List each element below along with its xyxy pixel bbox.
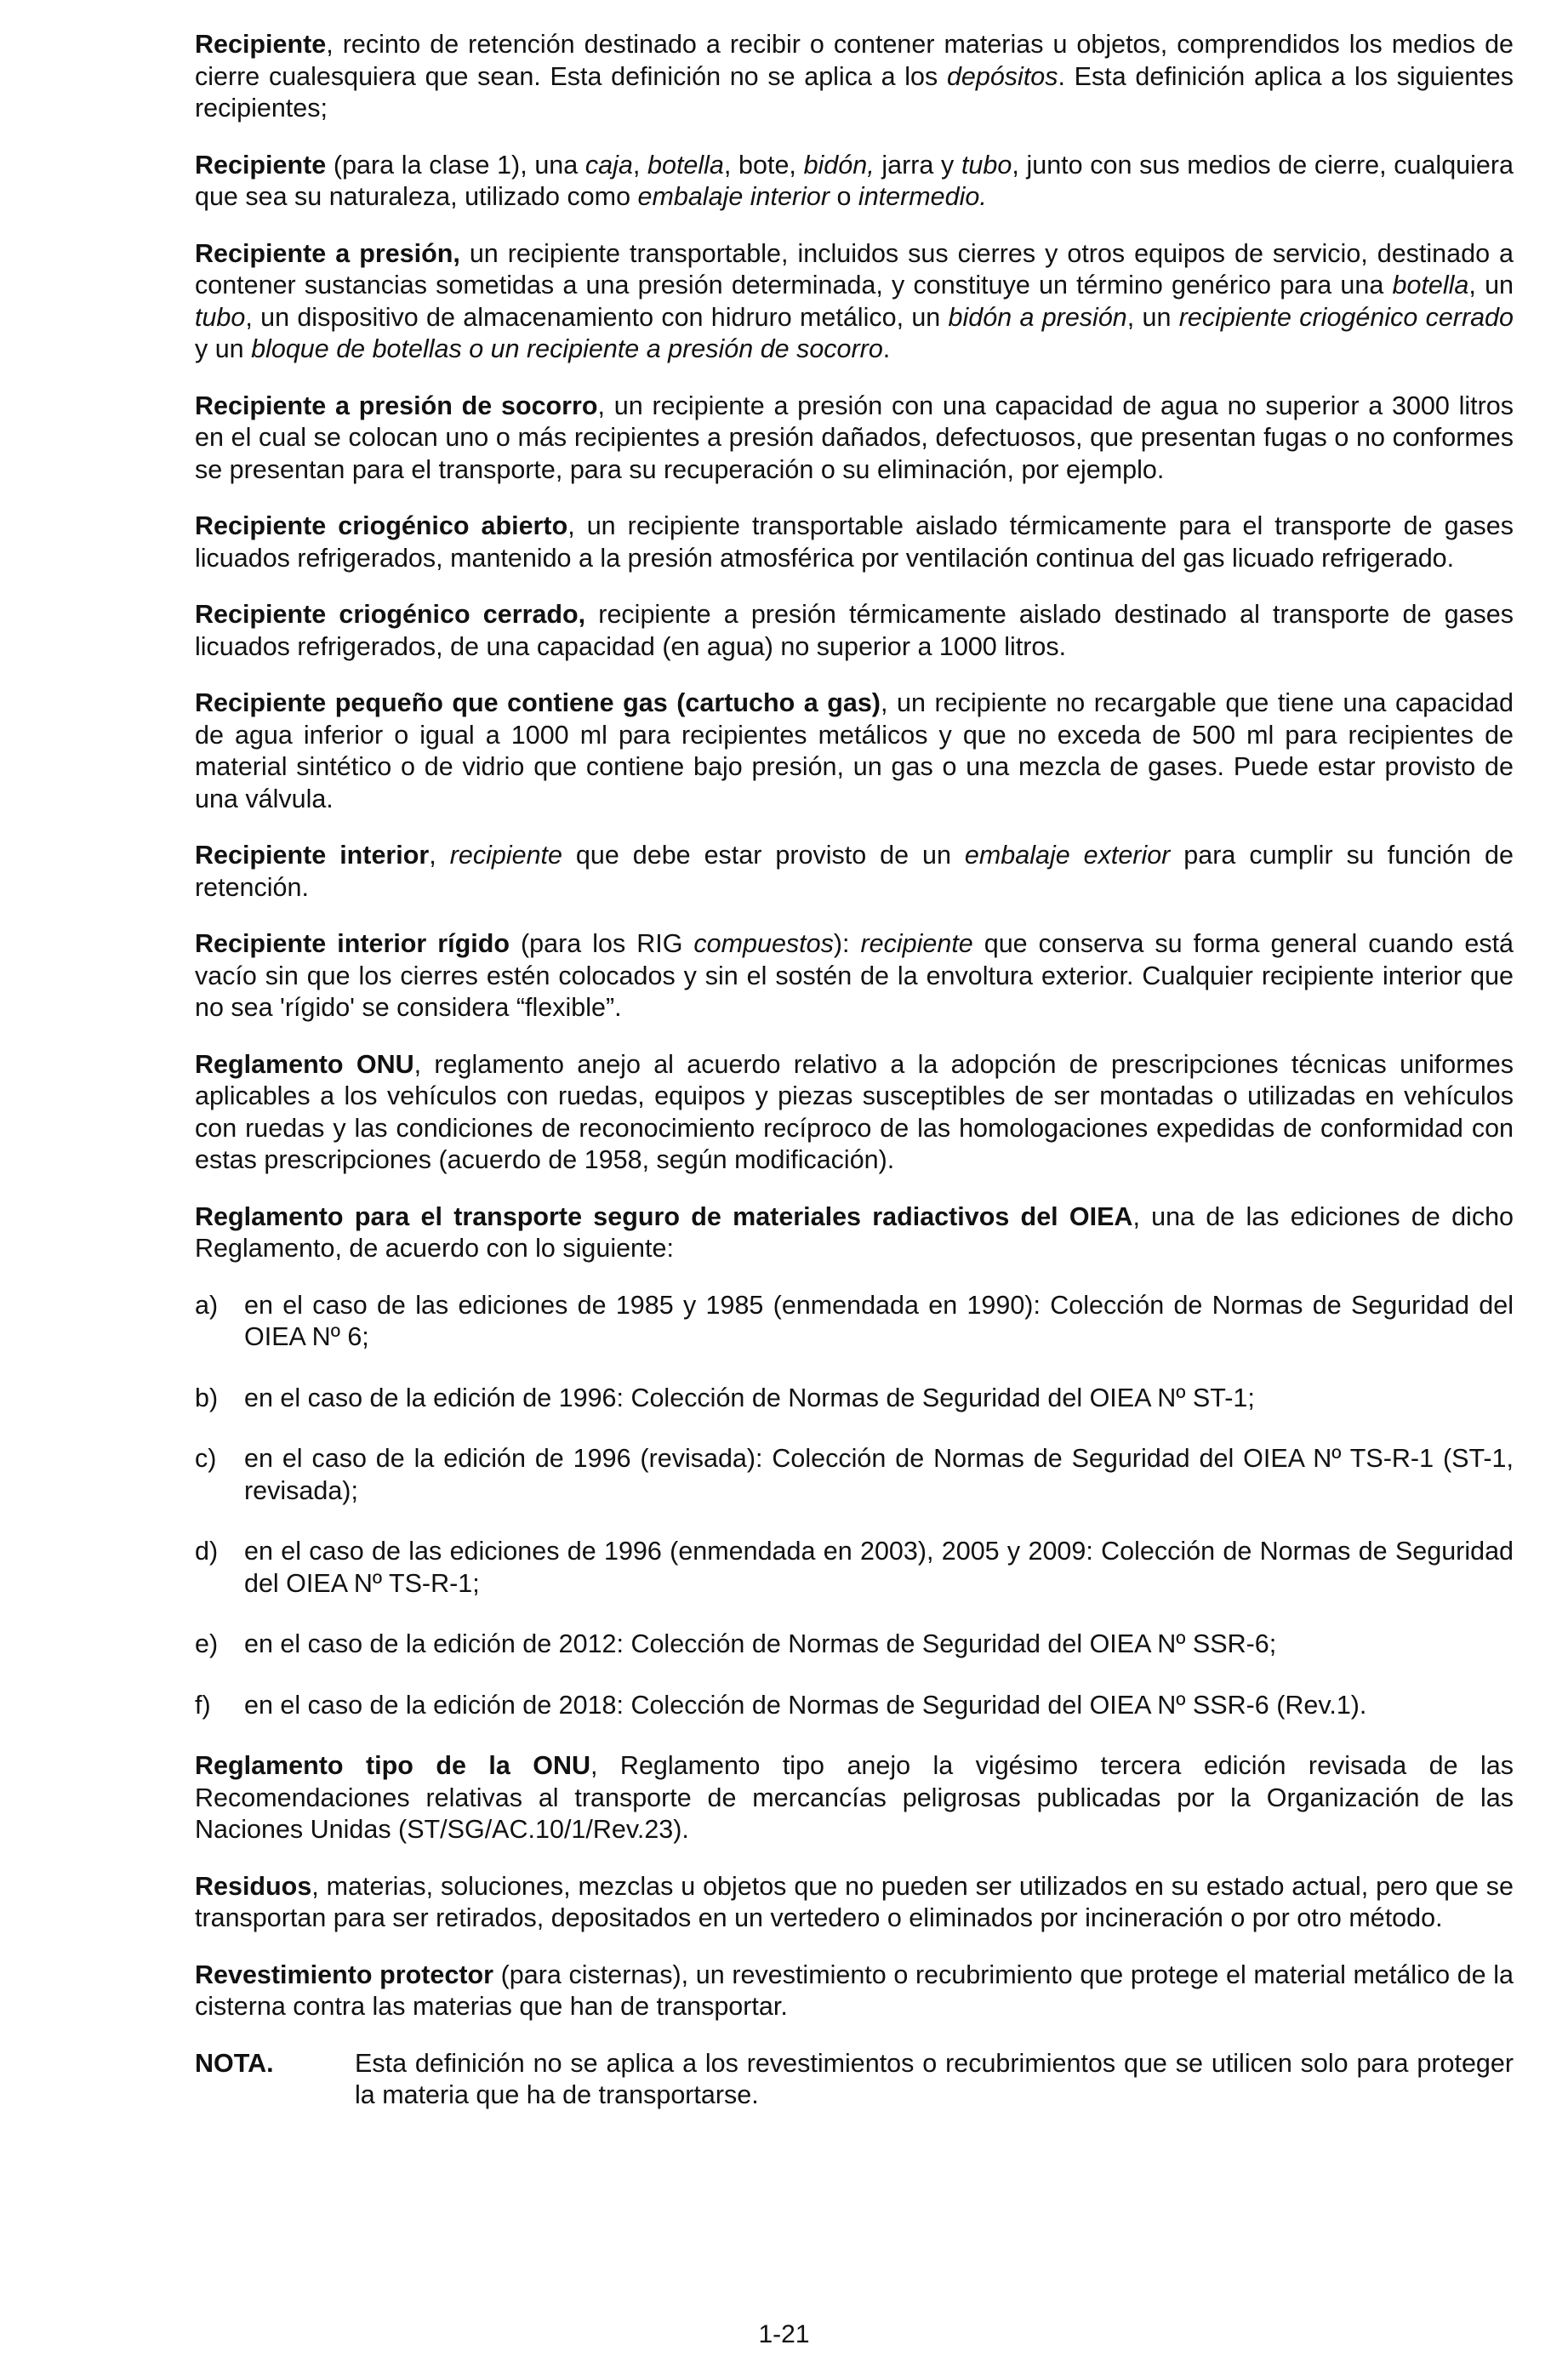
definition-paragraph (195, 1201, 1514, 1265)
definition-entry (195, 150, 1514, 214)
italic-term: tubo (195, 302, 246, 332)
definition-list (195, 29, 1514, 1265)
list-item-text: en el caso de las ediciones de 1985 y 1985 (enmendada en 1990): Colección de Normas de Seguridad del OIEA Nº 6; (244, 1290, 1514, 1351)
definition-entry (195, 391, 1514, 487)
definition-text: que conserva su forma general cuando está vacío sin que los cierres estén colocados y sin el sostén de la envoltura exterior. Cualquier recipiente interior que no sea 'rígido' se considera “flexible”. (195, 929, 1514, 1022)
definition-text: y un (195, 334, 252, 363)
italic-term: botella (647, 150, 724, 180)
definition-text: , un recipiente no recargable que tiene una capacidad de agua inferior o igual a 1000 ml para recipientes metálicos y que no exceda de 500 ml para recipientes de material sintético o de vidrio que contiene bajo presión, un gas o una mezcla de gases. Puede estar provisto de una válvula. (195, 688, 1514, 813)
list-marker: d) (195, 1537, 219, 1566)
definition-text: , (429, 841, 450, 870)
defined-term: Recipiente a presión, (195, 238, 460, 268)
defined-term: Recipiente interior (195, 841, 430, 870)
definition-text: , recinto de retención destinado a recibir o contener materias u objetos, comprendidos los medios de cierre cualesquiera que sean. Esta definición no se aplica a los (195, 30, 1514, 91)
definition-entry (195, 687, 1514, 815)
italic-term: caja (584, 150, 633, 180)
definition-text: , una de las ediciones de dicho Reglamento, de acuerdo con lo siguiente: (195, 1201, 1514, 1263)
list-item (195, 1290, 1514, 1354)
defined-term: Recipiente pequeño que contiene gas (cartucho a gas) (195, 688, 881, 717)
definition-paragraph (195, 391, 1514, 487)
definition-entry (195, 1201, 1514, 1265)
definition-paragraph (195, 511, 1514, 574)
definition-entry (195, 29, 1514, 125)
definition-text: . (882, 334, 891, 363)
italic-term: bidón, (803, 150, 875, 180)
definition-text: , bote, (723, 150, 804, 180)
defined-term: Recipiente criogénico cerrado, (195, 600, 586, 629)
definition-paragraph (195, 1871, 1514, 1935)
defined-term: Recipiente (195, 30, 327, 59)
list-item-text: en el caso de la edición de 1996 (revisada): Colección de Normas de Seguridad del OIEA Nº TS-R-1 (ST-1, revisada); (244, 1444, 1514, 1505)
italic-term: intermedio. (858, 182, 987, 211)
definition-text: , un (1468, 271, 1514, 300)
definition-text: (para cisternas), un revestimiento o recubrimiento que protege el material metálico de la cisterna contra las materias que han de transportar. (195, 1960, 1514, 2021)
definition-paragraph (195, 238, 1514, 366)
defined-term: Recipiente (195, 150, 327, 180)
definition-text: , Reglamento tipo anejo la vigésimo tercera edición revisada de las Recomendaciones relativas al transporte de mercancías peligrosas publicadas por la Organización de las Naciones Unidas (ST/SG/AC.10/1/Rev.23). (195, 1751, 1514, 1844)
definition-entry (195, 1049, 1514, 1177)
definition-text: jarra y (874, 150, 961, 180)
definition-text: , un dispositivo de almacenamiento con hidruro metálico, un (245, 302, 949, 332)
definition-text: recipiente a presión térmicamente aislado destinado al transporte de gases licuados refrigerados, de una capacidad (en agua) no superior a 1000 litros. (195, 600, 1514, 661)
definition-text: , (632, 150, 648, 180)
definition-paragraph (195, 1049, 1514, 1177)
definition-paragraph (195, 928, 1514, 1024)
italic-term: recipiente (860, 929, 973, 958)
italic-term: compuestos (693, 929, 834, 958)
list-marker: c) (195, 1444, 217, 1473)
definition-entry (195, 599, 1514, 663)
defined-term: Revestimiento protector (195, 1960, 493, 1989)
definition-text: . Esta definición aplica a los siguientes recipientes; (195, 61, 1514, 123)
defined-term: Residuos (195, 1871, 312, 1901)
definition-text: , reglamento anejo al acuerdo relativo a la adopción de prescripciones técnicas uniformes aplicables a los vehículos con ruedas, equipos y piezas susceptibles de ser montadas o utilizadas en vehículos con ruedas y las condiciones de reconocimiento recíproco de las homologaciones expedidas de conformidad con estas prescripciones (acuerdo de 1958, según modificación). (195, 1049, 1514, 1174)
list-item (195, 1536, 1514, 1600)
italic-term: bidón a presión (948, 302, 1127, 332)
definition-entry (195, 1960, 1514, 2023)
note-label: NOTA. (195, 2048, 274, 2078)
definition-paragraph (195, 29, 1514, 125)
defined-term: Recipiente criogénico abierto (195, 511, 568, 540)
definition-paragraph (195, 1960, 1514, 2023)
definition-entry (195, 238, 1514, 366)
list-marker: a) (195, 1290, 219, 1320)
defined-term: Reglamento para el transporte seguro de materiales radiactivos del OIEA (195, 1201, 1133, 1231)
definition-text: , materias, soluciones, mezclas u objetos que no pueden ser utilizados en su estado actual, pero que se transportan para ser retirados, depositados en un vertedero o eliminados por incineración o por otro método. (195, 1871, 1514, 1932)
definition-text: un recipiente transportable, incluidos sus cierres y otros equipos de servicio, destinado a contener sustancias sometidas a una presión determinada, y constituye un término genérico para una (195, 238, 1514, 300)
definition-text: , junto con sus medios de cierre, cualquiera que sea su naturaleza, utilizado como (195, 150, 1514, 211)
list-marker: e) (195, 1629, 219, 1658)
definition-text: para cumplir su función de retención. (195, 841, 1514, 902)
list-marker: b) (195, 1383, 219, 1412)
italic-term: depósitos (946, 61, 1058, 91)
list-item (195, 1383, 1514, 1415)
list-item-text: en el caso de las ediciones de 1996 (enmendada en 2003), 2005 y 2009: Colección de Normas de Seguridad del OIEA Nº TS-R-1; (244, 1537, 1514, 1598)
definition-paragraph (195, 840, 1514, 904)
definition-text: (para los RIG (510, 929, 694, 958)
italic-term: tubo (961, 150, 1012, 180)
definition-paragraph (195, 150, 1514, 214)
definition-paragraph (195, 1750, 1514, 1846)
definition-entry (195, 1750, 1514, 1846)
list-item-text: en el caso de la edición de 1996: Colección de Normas de Seguridad del OIEA Nº ST-1; (244, 1383, 1255, 1412)
definition-text: , un recipiente transportable aislado térmicamente para el transporte de gases licuados refrigerados, mantenido a la presión atmosférica por ventilación continua del gas licuado refrigerado. (195, 511, 1514, 573)
list-item-text: en el caso de la edición de 2012: Colección de Normas de Seguridad del OIEA Nº SSR-6; (244, 1629, 1277, 1658)
defined-term: Reglamento tipo de la ONU (195, 1751, 591, 1780)
list-item (195, 1629, 1514, 1661)
list-item (195, 1443, 1514, 1507)
definition-entry (195, 1871, 1514, 1935)
defined-term: Recipiente a presión de socorro (195, 391, 598, 420)
list-item-text: en el caso de la edición de 2018: Colección de Normas de Seguridad del OIEA Nº SSR-6 (Rev.1). (244, 1690, 1367, 1720)
note-block (195, 2048, 1514, 2112)
definition-entry (195, 840, 1514, 904)
page-number: 1-21 (758, 2320, 810, 2348)
definition-text: , un recipiente a presión con una capacidad de agua no superior a 3000 litros en el cual se colocan uno o más recipientes a presión dañados, defectuosos, que presentan fugas o no conformes se presentan para el transporte, para su recuperación o su eliminación, por ejemplo. (195, 391, 1514, 484)
italic-term: recipiente criogénico cerrado (1178, 302, 1514, 332)
list-marker: f) (195, 1690, 211, 1720)
definition-text: o (830, 182, 858, 211)
definition-text: , un (1126, 302, 1179, 332)
definition-paragraph (195, 687, 1514, 815)
italic-term: embalaje exterior (964, 841, 1171, 870)
italic-term: botella (1392, 271, 1469, 300)
defined-term: Recipiente interior rígido (195, 929, 510, 958)
definitions-body (195, 29, 1514, 2112)
definition-list-continued (195, 1750, 1514, 2023)
definition-text: que debe estar provisto de un (562, 841, 965, 870)
note-text: Esta definición no se aplica a los revestimientos o recubrimientos que se utilicen solo para proteger la materia que ha de transportarse. (355, 2048, 1514, 2109)
list-item (195, 1690, 1514, 1722)
definition-paragraph (195, 599, 1514, 663)
definition-entry (195, 928, 1514, 1024)
definition-text: (para la clase 1), una (326, 150, 585, 180)
definition-entry (195, 511, 1514, 574)
oiea-editions-list (195, 1290, 1514, 1722)
italic-term: recipiente (449, 841, 562, 870)
definition-text: ): (833, 929, 861, 958)
defined-term: Reglamento ONU (195, 1049, 414, 1079)
italic-term: bloque de botellas o un recipiente a presión de socorro (251, 334, 883, 363)
italic-term: embalaje interior (637, 182, 830, 211)
